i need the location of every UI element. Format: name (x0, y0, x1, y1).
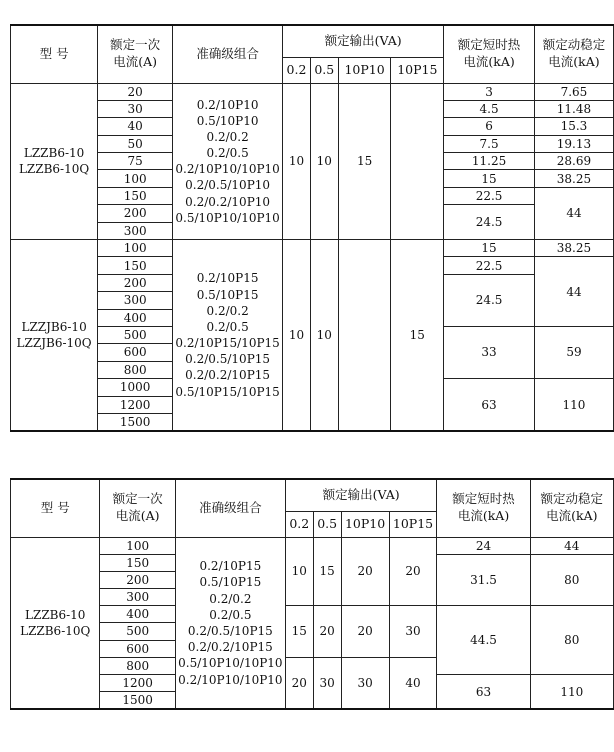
output-cell: 40 (389, 657, 437, 709)
header-primary-current: 额定一次 电流(A) (100, 479, 175, 537)
dynamic-cell: 80 (530, 554, 613, 606)
output-cell: 15 (391, 240, 444, 432)
output-cell: 20 (389, 537, 437, 606)
current-cell: 75 (98, 153, 173, 170)
current-cell: 1500 (98, 413, 173, 431)
header-dynamic: 额定动稳定 电流(kA) (530, 479, 613, 537)
table-1 (10, 24, 614, 432)
current-cell: 200 (98, 274, 173, 291)
thermal-cell: 22.5 (444, 257, 535, 274)
output-cell: 10 (283, 83, 311, 240)
current-cell: 300 (98, 222, 173, 239)
dynamic-cell: 110 (534, 379, 613, 431)
output-cell: 20 (341, 606, 389, 658)
header-out-10p10: 10P10 (338, 57, 391, 83)
dynamic-cell: 80 (530, 606, 613, 675)
output-cell: 10 (285, 537, 313, 606)
current-cell: 800 (100, 657, 175, 674)
dynamic-cell: 19.13 (534, 135, 613, 152)
thermal-cell: 63 (437, 675, 530, 710)
thermal-cell: 24.5 (444, 205, 535, 240)
thermal-cell: 15 (444, 170, 535, 187)
thermal-cell: 4.5 (444, 100, 535, 117)
dynamic-cell: 110 (530, 675, 613, 710)
thermal-cell: 63 (444, 379, 535, 431)
output-cell: 15 (313, 537, 341, 606)
header-primary-current: 额定一次 电流(A) (98, 25, 173, 83)
header-out-02: 0.2 (285, 511, 313, 537)
combo-cell: 0.2/10P10 0.5/10P10 0.2/0.2 0.2/0.5 0.2/10P10/10P10 0.2/0.5/10P10 0.2/0.2/10P10 0.5/10P10/10P10 (173, 83, 283, 240)
current-cell: 1500 (100, 692, 175, 710)
combo-cell: 0.2/10P15 0.5/10P15 0.2/0.2 0.2/0.5 0.2/0.5/10P15 0.2/0.2/10P15 0.5/10P10/10P10 0.2/10P10/10P10 (175, 537, 285, 709)
current-cell: 100 (98, 240, 173, 257)
output-cell: 30 (341, 657, 389, 709)
header-out-10p15: 10P15 (391, 57, 444, 83)
output-cell (391, 83, 444, 240)
output-cell: 10 (310, 83, 338, 240)
thermal-cell: 24.5 (444, 274, 535, 326)
header-rated-output: 额定输出(VA) (285, 479, 437, 511)
current-cell: 300 (98, 292, 173, 309)
dynamic-cell: 15.3 (534, 118, 613, 135)
current-cell: 150 (98, 257, 173, 274)
output-cell: 15 (285, 606, 313, 658)
header-accuracy-combo: 准确级组合 (175, 479, 285, 537)
output-cell (338, 240, 391, 432)
output-cell: 10 (283, 240, 311, 432)
thermal-cell: 31.5 (437, 554, 530, 606)
thermal-cell: 3 (444, 83, 535, 100)
header-out-02: 0.2 (283, 57, 311, 83)
current-cell: 1200 (98, 396, 173, 413)
header-accuracy-combo: 准确级组合 (173, 25, 283, 83)
dynamic-cell: 7.65 (534, 83, 613, 100)
thermal-cell: 24 (437, 537, 530, 554)
current-cell: 100 (100, 537, 175, 554)
thermal-cell: 7.5 (444, 135, 535, 152)
dynamic-cell: 59 (534, 326, 613, 378)
current-cell: 200 (98, 205, 173, 222)
table-2 (10, 478, 614, 710)
header-out-10p10: 10P10 (341, 511, 389, 537)
current-cell: 30 (98, 100, 173, 117)
dynamic-cell: 44 (530, 537, 613, 554)
current-cell: 400 (98, 309, 173, 326)
current-cell: 50 (98, 135, 173, 152)
model-cell: LZZJB6-10 LZZJB6-10Q (11, 240, 98, 432)
current-cell: 1000 (98, 379, 173, 396)
dynamic-cell: 38.25 (534, 240, 613, 257)
header-out-05: 0.5 (313, 511, 341, 537)
dynamic-cell: 28.69 (534, 153, 613, 170)
thermal-cell: 22.5 (444, 187, 535, 204)
current-cell: 20 (98, 83, 173, 100)
header-rated-output: 额定输出(VA) (283, 25, 444, 57)
header-model: 型 号 (11, 479, 100, 537)
current-cell: 600 (98, 344, 173, 361)
dynamic-cell: 11.48 (534, 100, 613, 117)
current-cell: 200 (100, 571, 175, 588)
output-cell: 30 (313, 657, 341, 709)
thermal-cell: 33 (444, 326, 535, 378)
thermal-cell: 44.5 (437, 606, 530, 675)
output-cell: 20 (285, 657, 313, 709)
header-dynamic: 额定动稳定 电流(kA) (534, 25, 613, 83)
dynamic-cell: 38.25 (534, 170, 613, 187)
combo-cell: 0.2/10P15 0.5/10P15 0.2/0.2 0.2/0.5 0.2/10P15/10P15 0.2/0.5/10P15 0.2/0.2/10P15 0.5/10P15/10P15 (173, 240, 283, 432)
dynamic-cell: 44 (534, 257, 613, 327)
current-cell: 800 (98, 361, 173, 378)
output-cell: 20 (341, 537, 389, 606)
header-thermal: 额定短时热 电流(kA) (437, 479, 530, 537)
output-cell: 20 (313, 606, 341, 658)
output-cell: 30 (389, 606, 437, 658)
dynamic-cell: 44 (534, 187, 613, 239)
current-cell: 300 (100, 589, 175, 606)
header-thermal: 额定短时热 电流(kA) (444, 25, 535, 83)
model-cell: LZZB6-10 LZZB6-10Q (11, 83, 98, 240)
current-cell: 100 (98, 170, 173, 187)
output-cell: 15 (338, 83, 391, 240)
thermal-cell: 15 (444, 240, 535, 257)
model-cell: LZZB6-10 LZZB6-10Q (11, 537, 100, 709)
thermal-cell: 6 (444, 118, 535, 135)
header-model: 型 号 (11, 25, 98, 83)
header-out-05: 0.5 (310, 57, 338, 83)
current-cell: 400 (100, 606, 175, 623)
header-out-10p15: 10P15 (389, 511, 437, 537)
current-cell: 500 (98, 326, 173, 343)
current-cell: 150 (100, 554, 175, 571)
current-cell: 500 (100, 623, 175, 640)
thermal-cell: 11.25 (444, 153, 535, 170)
current-cell: 1200 (100, 675, 175, 692)
output-cell: 10 (310, 240, 338, 432)
current-cell: 600 (100, 640, 175, 657)
current-cell: 150 (98, 187, 173, 204)
current-cell: 40 (98, 118, 173, 135)
